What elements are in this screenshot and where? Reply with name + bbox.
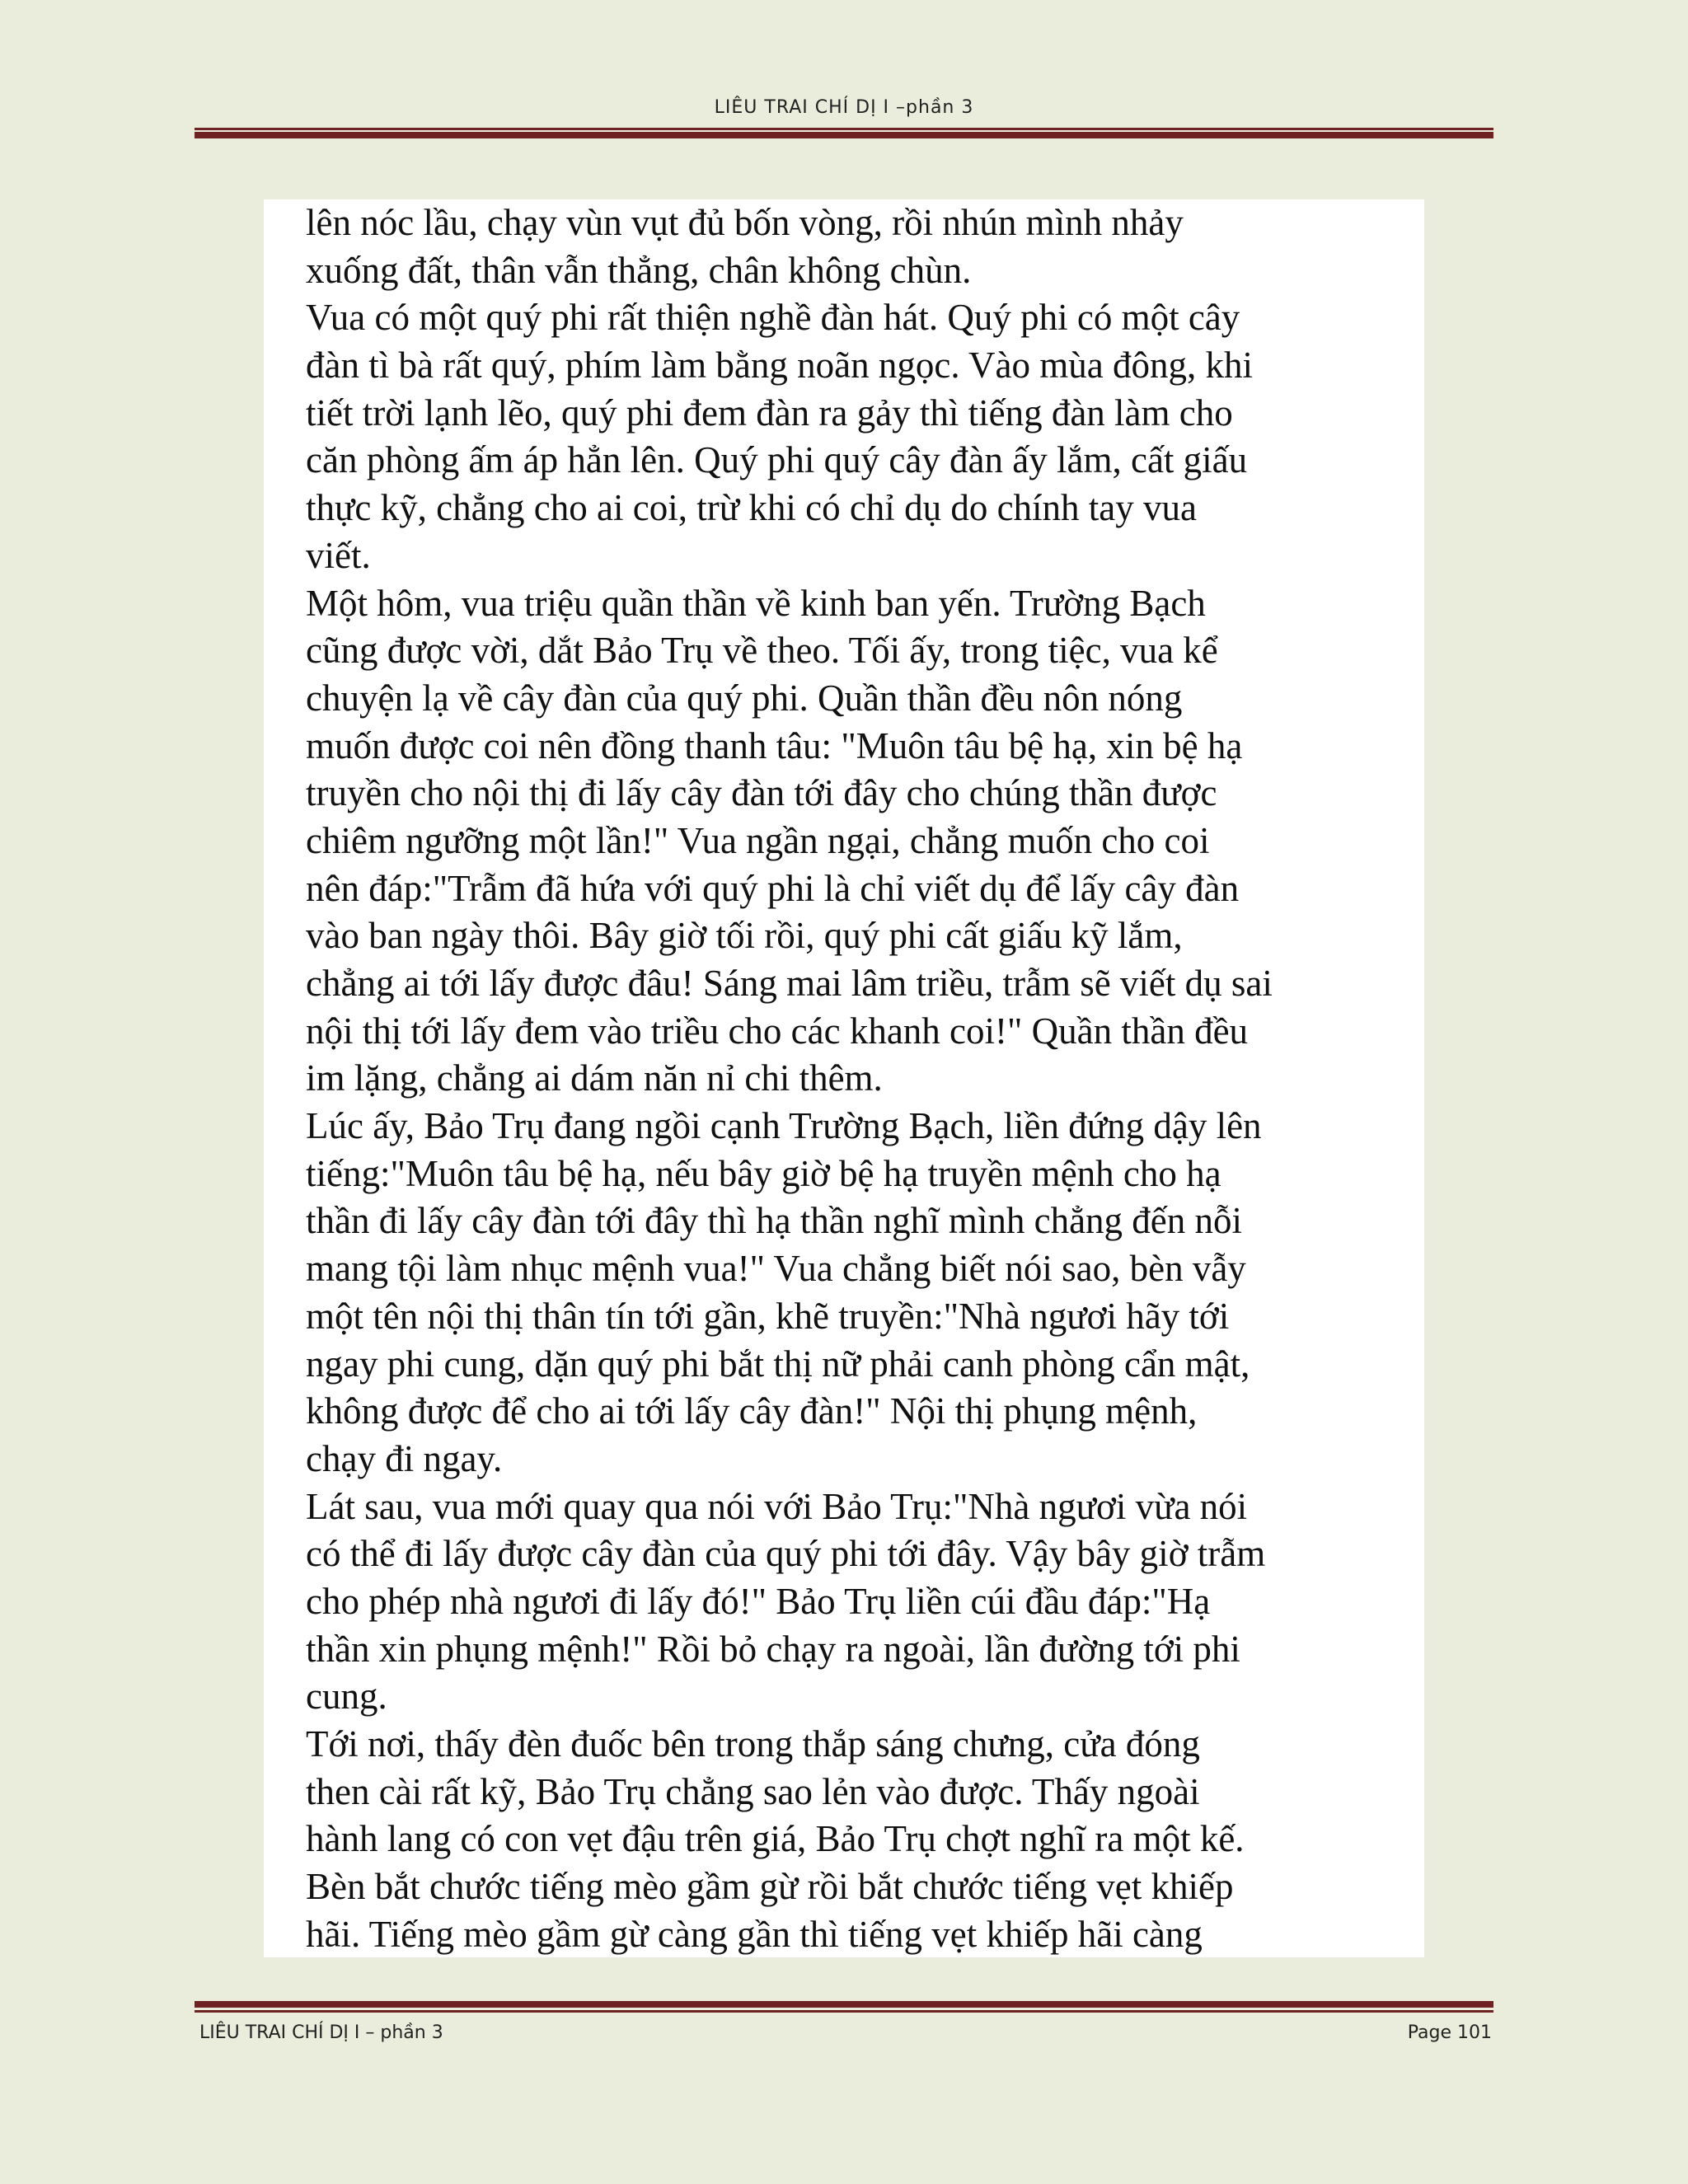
text-line: hành lang có con vẹt đậu trên giá, Bảo Trụ chợt nghĩ ra một kế. [306,1818,1245,1860]
text-line: chạy đi ngay. [306,1437,503,1479]
text-line: Lúc ấy, Bảo Trụ đang ngồi cạnh Trường Bạch, liền đứng dậy lên [306,1105,1262,1147]
footer-rule-thin [195,2010,1493,2013]
text-line: cũng được vời, dắt Bảo Trụ về theo. Tối ấy, trong tiệc, vua kể [306,630,1218,672]
text-line: im lặng, chẳng ai dám năn nỉ chi thêm. [306,1057,883,1099]
text-line: chuyện lạ về cây đàn của quý phi. Quần thần đều nôn nóng [306,677,1183,719]
page-number: Page 101 [1407,2022,1492,2043]
text-line: hãi. Tiếng mèo gầm gừ càng gần thì tiếng vẹt khiếp hãi càng [306,1913,1203,1955]
text-line: căn phòng ấm áp hẳn lên. Quý phi quý cây đàn ấy lắm, cất giấu [306,439,1248,481]
text-line: Tới nơi, thấy đèn đuốc bên trong thắp sáng chưng, cửa đóng [306,1723,1200,1765]
footer-title: LIÊU TRAI CHÍ DỊ I – phần 3 [199,2022,443,2043]
text-line: Vua có một quý phi rất thiện nghề đàn hát. Quý phi có một cây [306,297,1240,339]
running-header: LIÊU TRAI CHÍ DỊ I –phần 3 [714,97,974,118]
text-line: viết. [306,534,371,576]
text-line: nên đáp:"Trẫm đã hứa với quý phi là chỉ viết dụ để lấy cây đàn [306,867,1240,909]
text-line: chẳng ai tới lấy được đâu! Sáng mai lâm triều, trẫm sẽ viết dụ sai [306,963,1273,1004]
text-line: đàn tì bà rất quý, phím làm bằng noãn ngọc. Vào mùa đông, khi [306,344,1253,387]
text-line: vào ban ngày thôi. Bây giờ tối rồi, quý phi cất giấu kỹ lắm, [306,915,1183,957]
text-line: Bèn bắt chước tiếng mèo gầm gừ rồi bắt chước tiếng vẹt khiếp [306,1866,1234,1908]
text-line: có thể đi lấy được cây đàn của quý phi tới đây. Vậy bây giờ trẫm [306,1533,1266,1575]
footer-rule-thick [195,2001,1493,2008]
text-line: một tên nội thị thân tín tới gần, khẽ truyền:"Nhà ngươi hãy tới [306,1295,1230,1337]
text-line: nội thị tới lấy đem vào triều cho các khanh coi!" Quần thần đều [306,1010,1249,1052]
text-line: cung. [306,1675,387,1718]
text-line: xuống đất, thân vẫn thẳng, chân không chùn. [306,249,972,291]
header-rule-thick [195,132,1493,138]
text-line: mang tội làm nhục mệnh vua!" Vua chẳng biết nói sao, bèn vẫy [306,1248,1246,1290]
text-line: Lát sau, vua mới quay qua nói với Bảo Trụ:"Nhà ngươi vừa nói [306,1485,1248,1527]
text-line: tiếng:"Muôn tâu bệ hạ, nếu bây giờ bệ hạ truyền mệnh cho hạ [306,1152,1221,1194]
text-line: cho phép nhà ngươi đi lấy đó!" Bảo Trụ liền cúi đầu đáp:"Hạ [306,1580,1211,1622]
header-rule-thin [195,128,1493,130]
text-line: không được để cho ai tới lấy cây đàn!" Nội thị phụng mệnh, [306,1390,1198,1432]
text-panel [264,199,1424,1957]
text-line: muốn được coi nên đồng thanh tâu: "Muôn tâu bệ hạ, xin bệ hạ [306,724,1243,766]
body-text [306,199,1424,1957]
text-line: then cài rất kỹ, Bảo Trụ chẳng sao lẻn vào được. Thấy ngoài [306,1770,1200,1812]
text-line: thần xin phụng mệnh!" Rồi bỏ chạy ra ngoài, lần đường tới phi [306,1628,1240,1670]
text-line: lên nóc lầu, chạy vùn vụt đủ bốn vòng, rồi nhún mình nhảy [306,202,1184,243]
text-line: thần đi lấy cây đàn tới đây thì hạ thần nghĩ mình chẳng đến nỗi [306,1200,1243,1242]
text-line: thực kỹ, chẳng cho ai coi, trừ khi có chỉ dụ do chính tay vua [306,487,1197,529]
text-line: truyền cho nội thị đi lấy cây đàn tới đây cho chúng thần được [306,772,1217,814]
text-line: chiêm ngưỡng một lần!" Vua ngần ngại, chẳng muốn cho coi [306,819,1210,861]
text-line: tiết trời lạnh lẽo, quý phi đem đàn ra gảy thì tiếng đàn làm cho [306,391,1233,434]
text-line: Một hôm, vua triệu quần thần về kinh ban yến. Trường Bạch [306,582,1206,624]
text-line: ngay phi cung, dặn quý phi bắt thị nữ phải canh phòng cẩn mật, [306,1343,1250,1385]
